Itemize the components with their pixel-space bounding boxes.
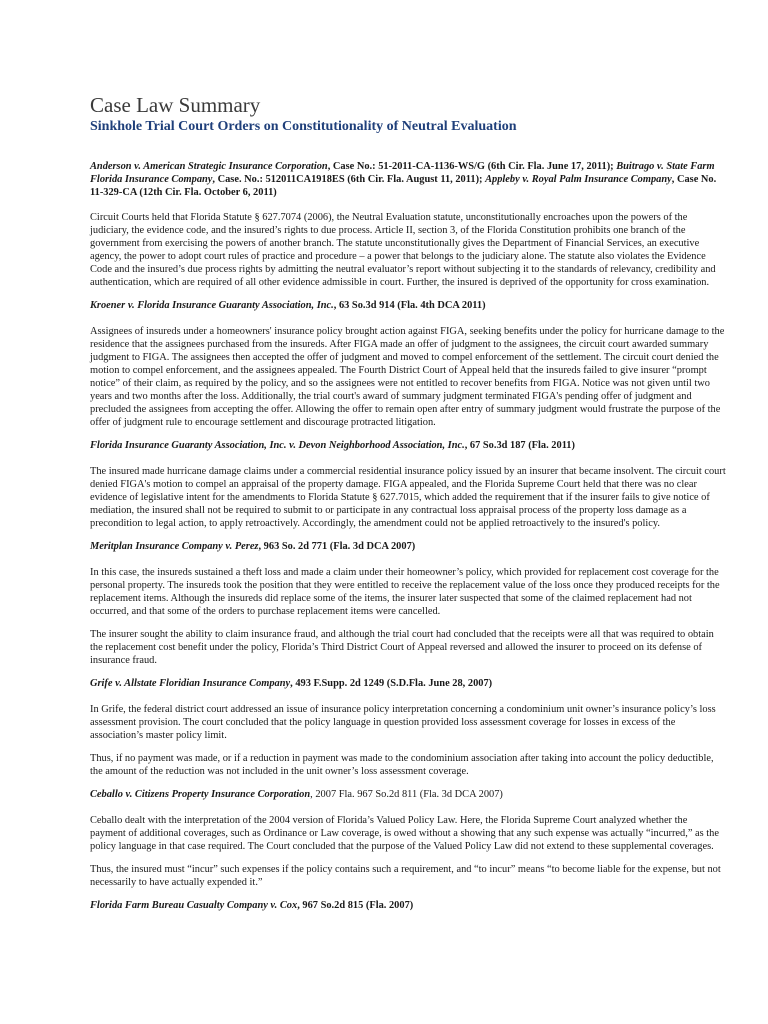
citation-line — [90, 299, 768, 312]
text-line: evidence of legislative intent for the amendments to Florida Statute § 627.7015, which added the requirement that if the insurer fails to give notice of — [90, 492, 710, 503]
case-summary-devon — [90, 465, 768, 530]
text-line: residence that the assignees purchased from the insureds. After FIGA made an offer of judgment to the assignees, the circuit court awarded summary — [90, 339, 709, 350]
case-name: Florida Insurance Company — [90, 174, 213, 185]
citation-reference: , 2007 Fla. 967 So.2d 811 (Fla. 3d DCA 2007) — [310, 789, 503, 800]
text-line: Thus, if no payment was made, or if a reduction in payment was made to the condominium association after taking into account the policy deductible, — [90, 753, 714, 764]
case-citation-grife — [90, 677, 768, 690]
text-line: In Grife, the federal district court addressed an issue of insurance policy interpretation concerning a condominium unit owner’s insurance policy’s loss — [90, 704, 716, 715]
citation-line — [90, 439, 768, 452]
text-line: agency, the power to adopt court rules of practice and procedure – a power that belongs to the judiciary alone. The statute also violates the Evidence — [90, 251, 706, 262]
case-summary-grife — [90, 703, 768, 742]
case-name: Appleby v. Royal Palm Insurance Company — [485, 174, 672, 185]
page-title: Case Law Summary — [90, 93, 261, 117]
text-line: The insured made hurricane damage claims under a commercial residential insurance policy issued by an insurer that became insolvent. The circuit court — [90, 466, 726, 477]
text-line: Code and the insured’s due process rights by admitting the neutral evaluator’s report without subjecting it to the standards of relevancy, credibility and — [90, 264, 716, 275]
text-line: Circuit Courts held that Florida Statute § 627.7074 (2006), the Neutral Evaluation statute, unconstitutionally encroaches upon the powers of the — [90, 212, 688, 223]
citation-reference: , Case No.: 51-2011-CA-1136-WS/G (6th Cir. Fla. June 17, 2011); — [327, 161, 617, 172]
text-line: notice” of their claim, as required by the policy, and so the assignees were not entitled to recover benefits from FIGA. Notice was not given until two — [90, 378, 710, 389]
text-line: replacement items. Although the insureds did replace some of the items, the insurer later suspected that some of the claimed replacement had not — [90, 593, 692, 604]
case-summary-ceballo-2 — [90, 863, 768, 889]
citation-line — [90, 540, 768, 553]
citation-reference: , Case No. — [671, 174, 717, 185]
case-summary-meritplan-2 — [90, 628, 768, 667]
text-line: judiciary, the evidence code, and the insured’s rights to due process. Article II, section 3, of the Florida Constitution prohibits one branch of the — [90, 225, 686, 236]
case-name: Buitrago v. State Farm — [616, 161, 715, 172]
text-line: judgment to FIGA. The assignees then accepted the offer of judgment and moved to compel enforcement of the settlement. The circuit court denied the — [90, 352, 719, 363]
case-summary-ceballo — [90, 814, 768, 853]
text-line: the amount of the reduction was not included in the unit owner’s loss assessment coverage. — [90, 766, 469, 777]
case-citation-ceballo — [90, 788, 768, 801]
citation-reference: , 67 So.3d 187 (Fla. 2011) — [464, 440, 575, 451]
text-line: years and two months after the loss. Additionally, the trial court's award of summary judgment terminated FIGA's pending offer of judgment and — [90, 391, 692, 402]
citation-reference: 11-329-CA (12th Cir. Fla. October 6, 2011) — [90, 187, 277, 198]
text-line: assessment provision. The court concluded that the policy language in question provided loss assessment coverage for losses in excess of the — [90, 717, 676, 728]
text-line: offer of judgment rule to encourage settlement and discourage protracted litigation. — [90, 417, 436, 428]
text-line: payment of additional coverages, such as Ordinance or Law coverage, is owed without a showing that any such expense was actually “incurred,” as the — [90, 828, 719, 839]
text-line: occurred, and that some of the orders to purchase replacement items were cancelled. — [90, 606, 441, 617]
case-name: Kroener v. Florida Insurance Guaranty Association, Inc. — [90, 300, 334, 311]
text-line: authentication, which are required of all other evidence admissible in court. Further, the insured is deprived of the opportunity for cross examination. — [90, 277, 710, 288]
case-summary-kroener — [90, 325, 768, 429]
text-line: Assignees of insureds under a homeowners' insurance policy brought action against FIGA, seeking benefits under the policy for hurricane damage to the — [90, 326, 725, 337]
citation-reference: , 493 F.Supp. 2d 1249 (S.D.Fla. June 28, 2007) — [290, 678, 493, 689]
text-line: Thus, the insured must “incur” such expenses if the policy contains such a requirement, and “to incur” means “to become liable for the expense, but not — [90, 864, 721, 875]
case-summary-meritplan — [90, 566, 768, 618]
document-page — [90, 92, 768, 925]
case-name: Grife v. Allstate Floridian Insurance Company — [90, 678, 291, 689]
text-line: Ceballo dealt with the interpretation of the 2004 version of Florida’s Valued Policy Law. Here, the Florida Supreme Court analyzed whether the — [90, 815, 688, 826]
text-line: the replacement cost benefit under the policy, Florida’s Third District Court of Appeal reversed and allowed the insurer to proceed on its defense of — [90, 642, 702, 653]
citation-line — [90, 899, 768, 912]
case-name: Meritplan Insurance Company v. Perez — [90, 541, 259, 552]
text-line: policy language in that case required. The Court concluded that the purpose of the Valued Policy Law did not extend to these supplemental coverages. — [90, 841, 714, 852]
case-citation-meritplan — [90, 540, 768, 553]
text-line: denied FIGA's motion to compel an appraisal of the property damage. FIGA appealed, and the Florida Supreme Court held that there was no clear — [90, 479, 697, 490]
text-line: precondition to legal action, to apply retroactively. Accordingly, the amendment could not be applied retroactively to the insured's policy. — [90, 518, 661, 529]
case-summary-grife-2 — [90, 752, 768, 778]
case-citation-anderson — [90, 160, 768, 199]
citation-reference: , 963 So. 2d 771 (Fla. 3d DCA 2007) — [258, 541, 416, 552]
citation-reference: , 967 So.2d 815 (Fla. 2007) — [297, 900, 414, 911]
case-citation-kroener — [90, 299, 768, 312]
text-line: association’s master policy limit. — [90, 730, 227, 741]
text-line: mediation, the insured shall not be required to submit to or participate in any contractual loss appraisal process of the property loss damage as a — [90, 505, 687, 516]
citation-reference: , Case. No.: 512011CA1918ES (6th Cir. Fla. August 11, 2011); — [212, 174, 486, 185]
citation-line — [90, 186, 768, 199]
text-line: motion to compel enforcement, and the assignees appealed. The Fourth District Court of Appeal held that the insureds failed to give insurer “prompt — [90, 365, 707, 376]
case-citation-devon — [90, 439, 768, 452]
page-subtitle: Sinkhole Trial Court Orders on Constitutionality of Neutral Evaluation — [90, 119, 517, 134]
text-line: precluded the assignees from accepting the offer. Allowing the offer to remain open after entry of summary judgment would frustrate the purpose of the — [90, 404, 721, 415]
text-line: The insurer sought the ability to claim insurance fraud, and although the trial court had concluded that the receipts were all that was required to obtain — [90, 629, 714, 640]
citation-line — [90, 160, 768, 173]
text-line: necessarily to have actually expended it.” — [90, 877, 263, 888]
case-name: Florida Farm Bureau Casualty Company v. Cox — [90, 900, 298, 911]
text-line: government from exercising the powers of another branch. The statute unconstitutionally gives the Department of Financial Services, an executive — [90, 238, 700, 249]
citation-reference: , 63 So.3d 914 (Fla. 4th DCA 2011) — [333, 300, 486, 311]
text-line: personal property. The insureds took the position that they were entitled to receive the replacement value of the loss once they produced receipts for the — [90, 580, 720, 591]
case-name: Anderson v. American Strategic Insurance Corporation — [90, 161, 328, 172]
text-line: insurance fraud. — [90, 655, 157, 666]
citation-line — [90, 788, 768, 801]
case-name: Florida Insurance Guaranty Association, Inc. v. Devon Neighborhood Association, Inc. — [90, 440, 465, 451]
citation-line — [90, 677, 768, 690]
case-name: Ceballo v. Citizens Property Insurance Corporation — [90, 789, 311, 800]
case-citation-cox — [90, 899, 768, 912]
citation-line — [90, 173, 768, 186]
case-summary-anderson — [90, 211, 768, 289]
text-line: In this case, the insureds sustained a theft loss and made a claim under their homeowner’s policy, which provided for replacement cost coverage for the — [90, 567, 719, 578]
